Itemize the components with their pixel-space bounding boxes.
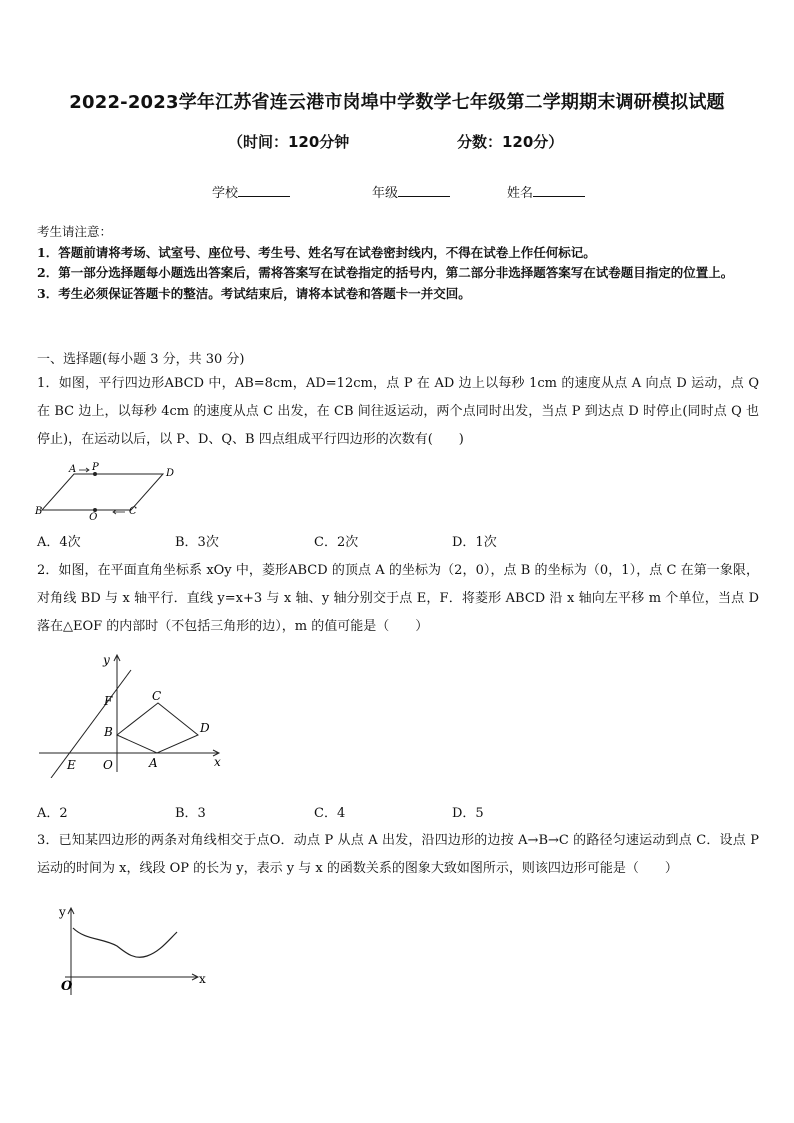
notes-heading: 考生请注意： (37, 224, 113, 239)
label-a: A (69, 464, 77, 475)
label-f: F (104, 694, 113, 708)
label-x: x (199, 972, 206, 986)
section-heading: 一、选择题(每小题 3 分，共 30 分) (37, 352, 245, 367)
q2-option-a[interactable]: A．2 (37, 806, 68, 821)
label-e: E (67, 758, 76, 772)
q2-option-c[interactable]: C．4 (314, 806, 346, 821)
name-blank[interactable] (533, 184, 585, 197)
school-field (212, 182, 290, 201)
q2-option-d[interactable]: D．5 (452, 806, 484, 821)
q1-option-a[interactable]: A．4次 (37, 535, 81, 550)
exam-score: 分数：120分） (457, 133, 564, 151)
question-2-figure (33, 648, 233, 778)
q1-option-b[interactable]: B．3次 (175, 535, 219, 550)
question-2-text: 2．如图，在平面直角坐标系 xOy 中，菱形ABCD 的顶点 A 的坐标为（2，0），点 B 的坐标为（0，1），点 C 在第一象限，对角线 BD 与 x 轴平行．直线 y=x+3 与 x 轴、y 轴分别交于点 E，F．将菱形 ABCD 沿 x 轴向左平移 m 个单位，当点 D 落在△EOF 的内部时（不包括三角形的边），m 的值可能是（ ） (37, 563, 759, 634)
label-c: C (129, 506, 137, 517)
parallelogram-shape (42, 474, 163, 510)
school-label: 学校 (212, 186, 239, 201)
label-b: B (35, 506, 43, 517)
q1-option-c[interactable]: C．2次 (314, 535, 359, 550)
note-item: 1．答题前请将考场、试室号、座位号、考生号、姓名写在试卷密封线内，不得在试卷上作任何标记。 (37, 244, 596, 260)
label-d: D (200, 721, 210, 735)
q1-option-d[interactable]: D．1次 (452, 535, 497, 550)
label-y: y (103, 653, 110, 667)
page-title: 2022-2023学年江苏省连云港市岗埠中学数学七年级第二学期期末调研模拟试题 (69, 92, 725, 113)
label-o: O (103, 758, 113, 772)
exam-time: （时间：120分钟 (228, 133, 350, 151)
question-1-figure (33, 460, 183, 520)
label-b: B (104, 725, 113, 739)
label-p: P (92, 462, 99, 473)
label-o: O (61, 979, 73, 994)
label-x: x (214, 755, 221, 769)
function-curve (73, 928, 177, 957)
question-3-text: 3．已知某四边形的两条对角线相交于点O．动点 P 从点 A 出发，沿四边形的边按 A→B→C 的路径匀速运动到点 C．设点 P 运动的时间为 x，线段 OP 的长为 y，表示 y 与 x 的函数关系的图象大致如图所示，则该四边形可能是（ ） (37, 833, 759, 876)
notes-block (37, 222, 761, 304)
question-1-text: 1．如图，平行四边形ABCD 中，AB=8cm，AD=12cm，点 P 在 AD 边上以每秒 1cm 的速度从点 A 向点 D 运动，点 Q 在 BC 边上，以每秒 4cm 的速度从点 C 出发，在 CB 间往返运动，两个点同时出发，当点 P 到达点 D 时停止(同时点 Q 也停止)，在运动以后，以 P、D、Q、B 四点组成平行四边形的次数有( ) (37, 376, 759, 447)
grade-label: 年级 (372, 186, 399, 201)
note-item: 2．第一部分选择题每小题选出答案后，需将答案写在试卷指定的括号内，第二部分非选择题答案写在试卷题目指定的位置上。 (37, 265, 734, 280)
note-item: 3．考生必须保证答题卡的整洁。考试结束后，请将本试卷和答题卡一并交回。 (37, 285, 471, 301)
line-ef (51, 670, 131, 778)
school-blank[interactable] (238, 184, 290, 197)
name-field (507, 182, 585, 201)
rhombus-abcd (117, 703, 198, 753)
label-a: A (149, 756, 158, 770)
grade-blank[interactable] (398, 184, 450, 197)
grade-field (372, 182, 450, 201)
label-c: C (152, 689, 162, 703)
name-label: 姓名 (507, 186, 534, 201)
label-q: Q (89, 512, 98, 520)
question-3-figure (55, 900, 225, 1000)
label-d: D (166, 468, 175, 479)
q2-option-b[interactable]: B．3 (175, 806, 206, 821)
label-y: y (59, 905, 66, 919)
